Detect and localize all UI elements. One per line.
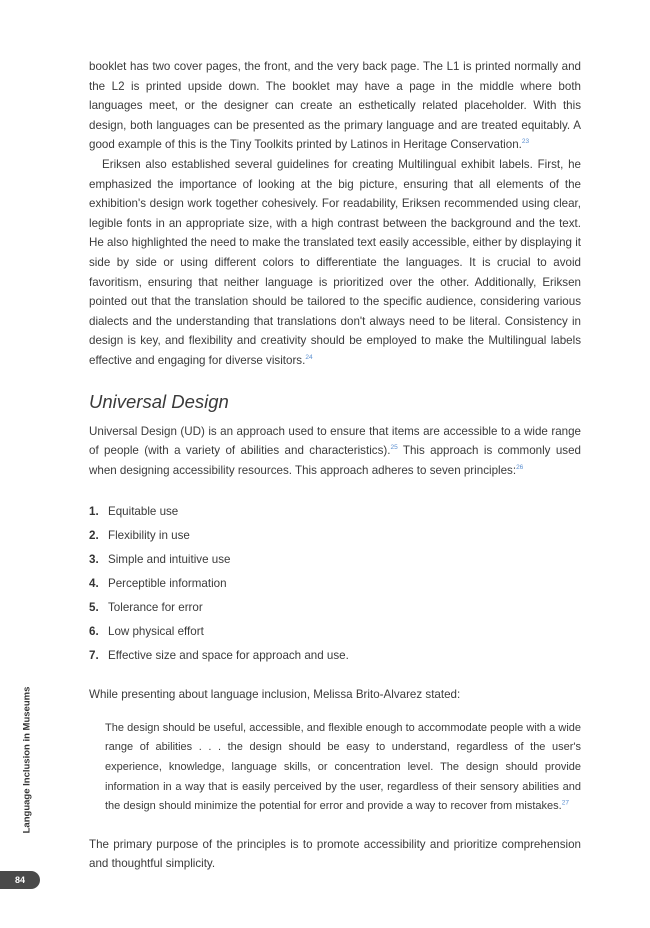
list-item: 1. Equitable use bbox=[89, 505, 179, 519]
list-item: 6. Low physical effort bbox=[89, 625, 204, 639]
list-item: 4. Perceptible information bbox=[89, 577, 227, 591]
body-paragraph: booklet has two cover pages, the front, and the very back page. The L1 is printed normally and the L2 is printed upside down. The booklet may have a page in the middle where both languages meet, or the designer can create an esthetically related placeholder. With this design, both languages can be presented as the primary language and are treated equitably. A good example of this is the Tiny Toolkits printed by Latinos in Heritage Conservation.$^{23}$ bbox=[89, 60, 581, 152]
closing-paragraph: The primary purpose of the principles is to promote accessibility and prioritize comprehension and thoughtful simplicity. bbox=[89, 837, 581, 871]
principles-list bbox=[89, 500, 581, 668]
list-item: 2. Flexibility in use bbox=[89, 529, 190, 543]
body-paragraph: Eriksen also established several guidelines for creating Multilingual exhibit labels. First, he emphasized the importance of looking at the big picture, ensuring that all elements of the exhibition's design work together cohesively. For readability, Eriksen recommended using clear, legible fonts in an appropriate size, with a high contrast between the background and the text. He also highlighted the need to make the translated text easily accessible, either by displaying it side by side or using different colors to differentiate the languages. It is crucial to avoid favoritism, ensuring that neither language is prioritized over the other. Additionally, Eriksen pointed out that the translation should be tailored to the specific audience, considering various dialects and the understanding that translations don't always need to be literal. Consistency in design is key, and flexibility and creativity should be employed to make the Multilingual labels effective and engaging for diverse visitors.$^{24}$ bbox=[89, 157, 581, 367]
page-number-tab: 84 bbox=[0, 871, 40, 889]
list-item: 5. Tolerance for error bbox=[89, 601, 203, 615]
section-heading: Universal Design bbox=[89, 390, 229, 412]
list-item: 7. Effective size and space for approach and use. bbox=[89, 649, 349, 663]
footnote-ref-26[interactable]: 26 bbox=[516, 463, 524, 471]
footnote-ref-23[interactable]: 23 bbox=[521, 138, 530, 146]
ud-intro-paragraph: Universal Design (UD) is an approach used to ensure that items are accessible to a wide range of people (with a variety of abilities and characteristics).$^{25}$ This approach is commonly used when designing accessibility resources. This approach adheres to seven principles:$^{26}$ bbox=[89, 424, 581, 477]
list-item: 3. Simple and intuitive use bbox=[89, 553, 231, 567]
page-body bbox=[89, 57, 581, 874]
running-title: Language Inclusion in Museums bbox=[21, 686, 33, 834]
footnote-ref-27[interactable]: 27 bbox=[561, 799, 569, 807]
quote-text: The design should be useful, accessible, and flexible enough to accommodate people with a wide range of abilities . . . the design should be easy to understand, regardless of the user's experience, knowledge, language skills, or concentration level. The design should provide information in a way that is easily perceived by the user, regardless of their sensory abilities and the design should minimize the potential for error and provide a way to recover from mistakes.$^{27}$ bbox=[105, 721, 581, 813]
block-quote bbox=[105, 719, 581, 817]
quote-intro: While presenting about language inclusion, Melissa Brito-Alvarez stated: bbox=[89, 688, 461, 702]
footnote-ref-24[interactable]: 24 bbox=[305, 354, 313, 362]
footnote-ref-25[interactable]: 25 bbox=[390, 444, 398, 452]
